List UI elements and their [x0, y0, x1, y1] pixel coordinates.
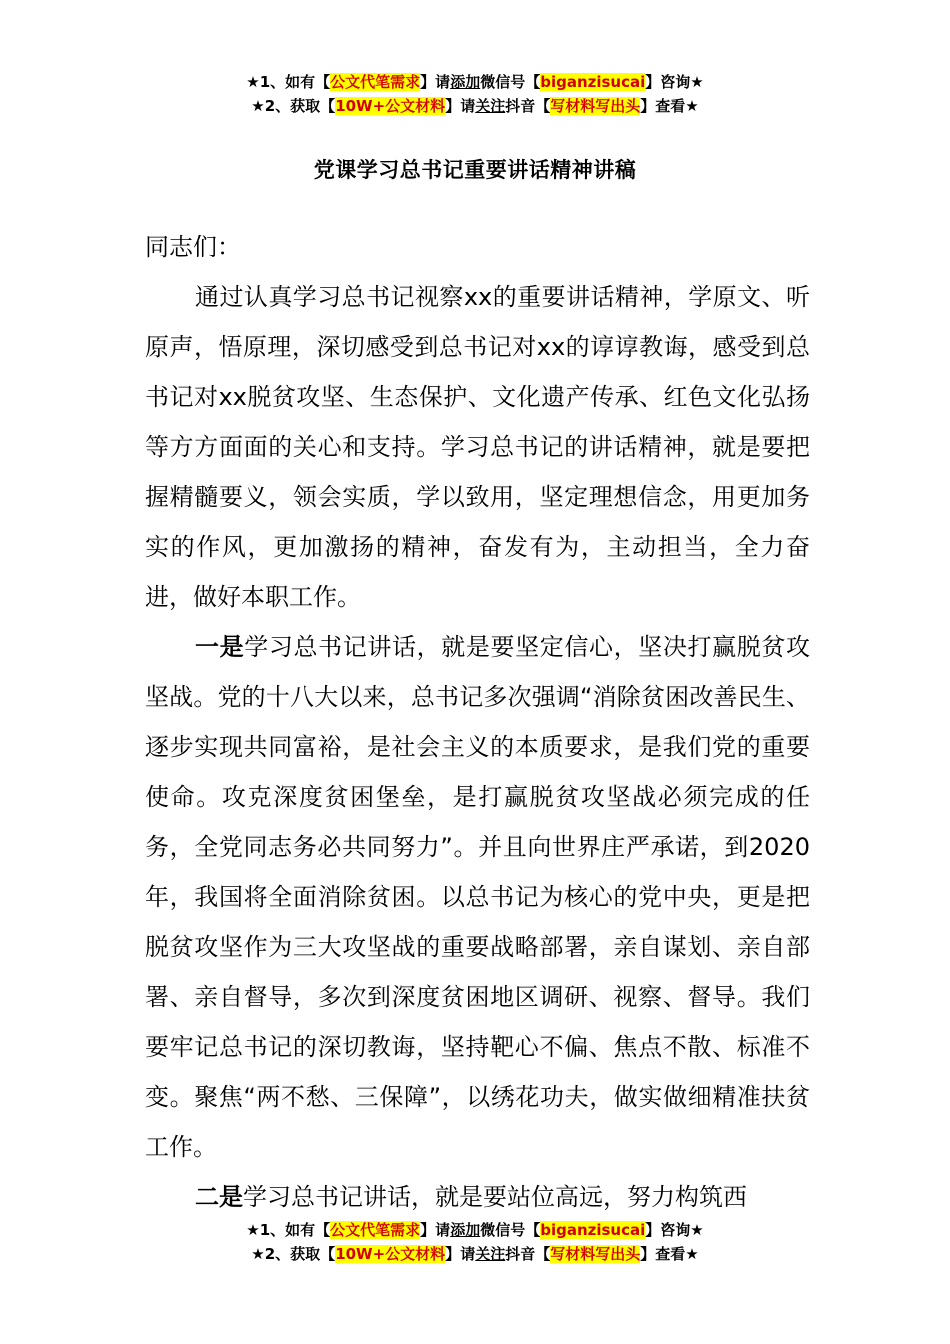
banner-text: 】请 — [420, 73, 451, 91]
banner-highlight: 10W+公文材料 — [335, 1245, 446, 1263]
banner-underline: 关注 — [475, 97, 506, 115]
banner-line-2 — [0, 1242, 950, 1266]
banner-highlight: biganzisucai — [540, 73, 646, 91]
banner-line-1 — [0, 1218, 950, 1242]
banner-text: ★1、如有【 — [246, 73, 331, 91]
banner-highlight: 公文代笔需求 — [330, 73, 421, 91]
banner-text: ★1、如有【 — [246, 1221, 331, 1239]
banner-underline: 关注 — [475, 1245, 506, 1263]
banner-text: 】咨询★ — [645, 1221, 704, 1239]
document-body — [145, 222, 810, 1222]
header-banner — [0, 70, 950, 118]
banner-underline: 添加 — [450, 1221, 481, 1239]
paragraph-point-1 — [145, 622, 810, 1172]
banner-highlight: 写材料写出头 — [550, 1245, 641, 1263]
banner-underline: 添加 — [450, 73, 481, 91]
banner-highlight: 写材料写出头 — [550, 97, 641, 115]
banner-text: ★2、获取【 — [251, 97, 336, 115]
banner-text: 】查看★ — [640, 97, 699, 115]
point-text: 学习总书记讲话，就是要坚定信心，坚决打赢脱贫攻坚战。党的十八大以来，总书记多次强调“消除贫困改善民生、逐步实现共同富裕，是社会主义的本质要求，是我们党的重要使命。攻克深度贫困堡垒，是打赢脱贫攻坚战必须完成的任务，全党同志务必共同努力”。并且向世界庄严承诺，到2020年，我国将全面消除贫困。以总书记为核心的党中央，更是把脱贫攻坚作为三大攻坚战的重要战略部署，亲自谋划、亲自部署、亲自督导，多次到深度贫困地区调研、视察、督导。我们要牢记总书记的深切教诲，坚持靶心不偏、焦点不散、标准不变。聚焦“两不愁、三保障”，以绣花功夫，做实做细精准扶贫工作。 — [145, 633, 810, 1161]
banner-highlight: biganzisucai — [540, 1221, 646, 1239]
document-title: 党课学习总书记重要讲话精神讲稿 — [313, 158, 637, 182]
banner-text: 抖音【 — [505, 97, 551, 115]
banner-text: 】请 — [445, 1245, 476, 1263]
banner-text: 抖音【 — [505, 1245, 551, 1263]
footer-banner — [0, 1218, 950, 1266]
banner-highlight: 10W+公文材料 — [335, 97, 446, 115]
point-lead: 二是 — [195, 1183, 243, 1211]
banner-highlight: 公文代笔需求 — [330, 1221, 421, 1239]
point-lead: 一是 — [195, 633, 245, 661]
banner-text: 】请 — [445, 97, 476, 115]
banner-text: 】请 — [420, 1221, 451, 1239]
banner-text: 】咨询★ — [645, 73, 704, 91]
banner-text: 】查看★ — [640, 1245, 699, 1263]
banner-text: 微信号【 — [480, 73, 541, 91]
banner-text: ★2、获取【 — [251, 1245, 336, 1263]
banner-text: 微信号【 — [480, 1221, 541, 1239]
banner-line-2 — [0, 94, 950, 118]
banner-line-1 — [0, 70, 950, 94]
point-text: 学习总书记讲话，就是要站位高远，努力构筑西 — [243, 1183, 747, 1211]
salutation: 同志们： — [145, 233, 241, 261]
paragraph-intro: 通过认真学习总书记视察xx的重要讲话精神，学原文、听原声，悟原理，深切感受到总书记对xx的谆谆教诲，感受到总书记对xx脱贫攻坚、生态保护、文化遗产传承、红色文化弘扬等方方面面的关心和支持。学习总书记的讲话精神，就是要把握精髓要义，领会实质，学以致用，坚定理想信念，用更加务实的作风，更加激扬的精神，奋发有为，主动担当，全力奋进，做好本职工作。 — [145, 283, 810, 611]
paragraph-point-2 — [145, 1172, 810, 1222]
